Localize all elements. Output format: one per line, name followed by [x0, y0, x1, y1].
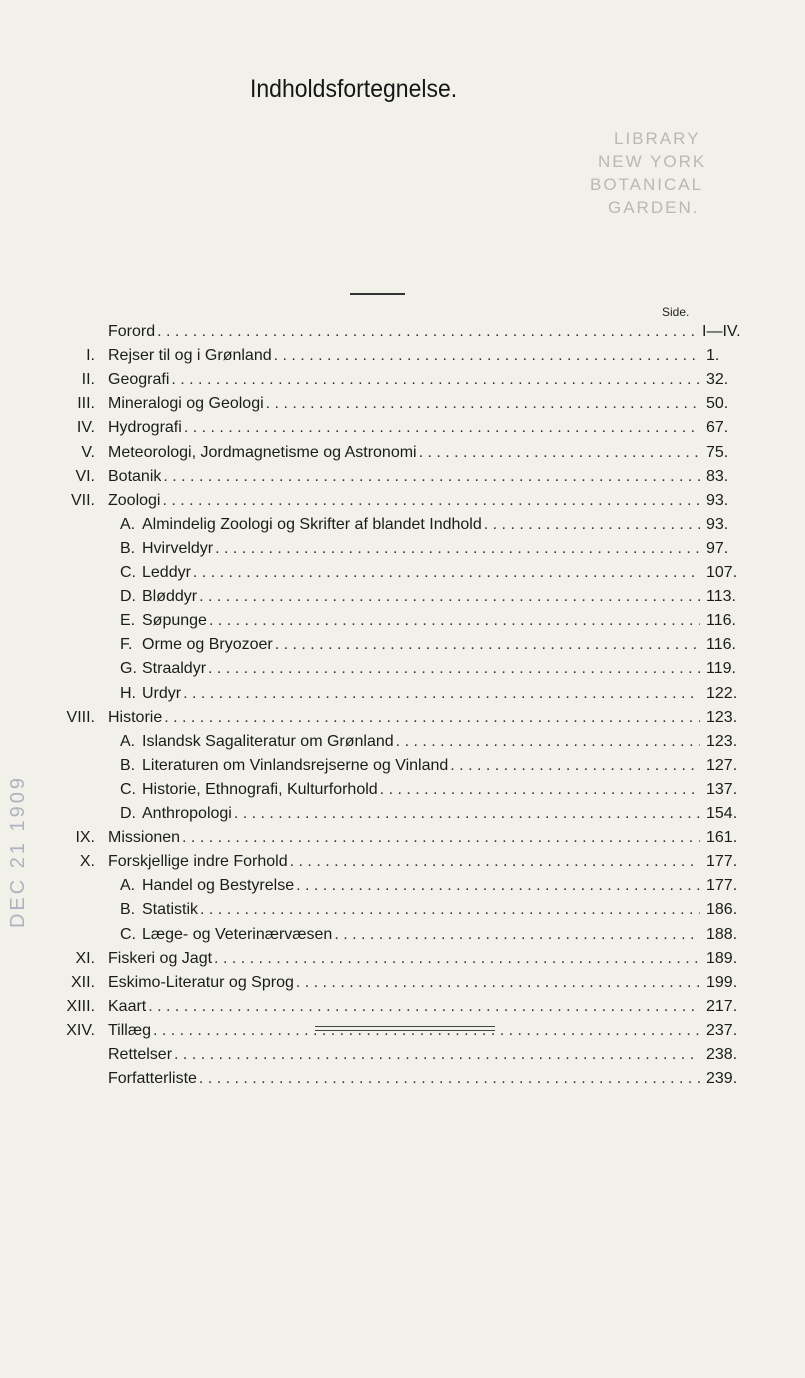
toc-page-number: 123.	[706, 732, 738, 750]
dot-leader	[419, 441, 700, 465]
toc-page-number: 189.	[706, 949, 738, 967]
toc-entry	[142, 898, 700, 922]
toc-entry-label: Forskjellige indre Forhold	[108, 853, 288, 871]
toc-entry-label: Zoologi	[108, 491, 161, 509]
toc-row	[0, 947, 805, 971]
toc-row	[0, 561, 805, 585]
toc-page-number: 137.	[706, 780, 738, 798]
toc-entry	[142, 633, 700, 657]
dot-leader	[193, 561, 700, 585]
toc-number: A.	[120, 515, 136, 533]
toc-row	[0, 730, 805, 754]
toc-number: C.	[120, 780, 136, 798]
toc-entry	[108, 706, 700, 730]
toc-number: XII.	[70, 973, 95, 991]
toc-entry-label: Leddyr	[142, 564, 191, 581]
date-stamp: DEC 21 1909	[7, 774, 30, 929]
toc-number: I.	[86, 347, 95, 365]
toc-page-number: 127.	[706, 756, 738, 774]
toc-entry-label: Eskimo-Literatur og Sprog	[108, 973, 294, 991]
toc-entry	[142, 874, 700, 898]
toc-page-number: 238.	[706, 1046, 738, 1063]
stamp-line-1: LIBRARY	[614, 129, 701, 148]
dot-leader	[396, 730, 700, 754]
toc-number: D.	[120, 588, 136, 606]
toc-entry-label: Læge- og Veterinærvæsen	[142, 925, 333, 943]
toc-number: VIII.	[66, 708, 95, 726]
toc-entry-label: Statistik	[142, 901, 199, 919]
dot-leader	[275, 633, 700, 657]
toc-number: D.	[120, 805, 136, 822]
toc-entry	[142, 561, 700, 585]
toc-entry	[108, 1067, 700, 1091]
toc-entry	[108, 368, 700, 392]
toc-page-number: 97.	[706, 539, 729, 557]
toc-entry	[108, 826, 700, 850]
side-column-header: Side.	[662, 305, 690, 319]
toc-page-number: 188.	[706, 925, 738, 943]
dot-leader	[266, 392, 700, 416]
toc-number: H.	[120, 684, 136, 702]
toc-entry	[142, 537, 700, 561]
dot-leader	[274, 344, 700, 368]
toc-number: A.	[120, 877, 136, 895]
toc-number: XI.	[75, 949, 95, 967]
toc-page-number: 83.	[706, 467, 729, 485]
toc-number: V.	[81, 443, 95, 461]
toc-page-number: 1.	[706, 347, 720, 365]
toc-row	[0, 850, 805, 874]
dot-leader	[214, 947, 700, 971]
toc-entry	[142, 802, 700, 826]
toc-row	[0, 585, 805, 609]
toc-entry-label: Literaturen om Vinlandsrejserne og Vinland	[142, 756, 449, 774]
dot-leader	[148, 995, 700, 1019]
toc-row	[0, 513, 805, 537]
toc-entry	[142, 682, 700, 706]
toc-entry-label: Forord	[108, 323, 156, 340]
toc-number: F.	[120, 636, 133, 654]
toc-entry-label: Mineralogi og Geologi	[108, 395, 264, 413]
toc-row	[0, 898, 805, 922]
dot-leader	[157, 320, 700, 344]
bottom-rule	[315, 1026, 495, 1027]
dot-leader	[174, 1043, 700, 1067]
toc-row	[0, 465, 805, 489]
toc-entry-label: Anthropologi	[142, 805, 232, 822]
toc-page-number: 199.	[706, 973, 738, 991]
toc-entry-label: Missionen	[108, 829, 181, 847]
toc-row	[0, 368, 805, 392]
toc-entry	[108, 344, 700, 368]
toc-entry-label: Rejser til og i Grønland	[108, 347, 272, 365]
toc-row	[0, 826, 805, 850]
toc-number: X.	[79, 853, 95, 871]
toc-row	[0, 633, 805, 657]
toc-row	[0, 657, 805, 681]
dot-leader	[199, 585, 700, 609]
toc-entry	[142, 754, 700, 778]
dot-leader	[199, 1067, 700, 1091]
dot-leader	[450, 754, 700, 778]
toc-entry-label: Hvirveldyr	[142, 539, 214, 557]
toc-entry	[108, 416, 700, 440]
toc-number: IV.	[76, 419, 95, 437]
toc-entry-label: Geografi	[108, 371, 170, 389]
toc-row	[0, 874, 805, 898]
toc-entry-label: Rettelser	[108, 1046, 173, 1063]
toc-page-number: 107.	[706, 564, 738, 581]
toc-row	[0, 392, 805, 416]
toc-entry-label: Botanik	[108, 467, 162, 485]
toc-entry	[108, 947, 700, 971]
toc-number: XIII.	[66, 997, 95, 1015]
toc-entry-label: Kaart	[108, 997, 147, 1015]
toc-entry-label: Hydrografi	[108, 419, 182, 437]
toc-page-number: I—IV.	[702, 323, 741, 340]
toc-entry	[142, 609, 700, 633]
toc-page-number: 237.	[706, 1021, 738, 1039]
toc-number: B.	[120, 901, 136, 919]
toc-row	[0, 706, 805, 730]
toc-row	[0, 923, 805, 947]
toc-page-number: 67.	[706, 419, 729, 437]
toc-row	[0, 320, 805, 344]
page-title: Indholdsfortegnelse.	[250, 75, 458, 103]
toc-entry	[108, 1043, 700, 1067]
toc-entry-label: Almindelig Zoologi og Skrifter af blandet Indhold	[142, 515, 482, 533]
toc-row	[0, 609, 805, 633]
toc-entry	[142, 513, 700, 537]
stamp-line-3: BOTANICAL	[590, 175, 704, 194]
toc-entry	[108, 995, 700, 1019]
toc-entry	[108, 465, 700, 489]
dot-leader	[182, 826, 700, 850]
toc-entry	[142, 585, 700, 609]
toc-entry-label: Søpunge	[142, 612, 207, 630]
toc-number: IX.	[75, 829, 95, 847]
stamp-line-4: GARDEN.	[608, 198, 700, 217]
toc-entry-label: Historie, Ethnografi, Kulturforhold	[142, 780, 378, 798]
toc-page-number: 177.	[706, 877, 738, 895]
toc-row	[0, 682, 805, 706]
toc-number: C.	[120, 925, 136, 943]
toc-entry	[142, 923, 700, 947]
dot-leader	[380, 778, 700, 802]
toc-number: VI.	[75, 467, 95, 485]
toc-row	[0, 995, 805, 1019]
toc-entry-label: Straaldyr	[142, 660, 207, 678]
bottom-rule-2	[315, 1030, 495, 1031]
dot-leader	[200, 898, 700, 922]
toc-number: C.	[120, 564, 136, 581]
toc-page-number: 116.	[706, 636, 736, 654]
toc-page-number: 239.	[706, 1070, 738, 1088]
toc-entry	[142, 778, 700, 802]
dot-leader	[334, 923, 700, 947]
toc-entry	[108, 320, 700, 344]
toc-number: E.	[120, 612, 136, 630]
toc-number: III.	[77, 395, 95, 413]
toc-page-number: 113.	[706, 588, 736, 606]
toc-row	[0, 971, 805, 995]
toc-entry-label: Handel og Bestyrelse	[142, 877, 295, 895]
dot-leader	[215, 537, 700, 561]
toc-row	[0, 1043, 805, 1067]
toc-row	[0, 778, 805, 802]
toc-row	[0, 1067, 805, 1091]
toc-number: B.	[120, 756, 136, 774]
date-stamp-margin	[4, 770, 30, 940]
dot-leader	[484, 513, 700, 537]
toc-row	[0, 344, 805, 368]
toc-number: XIV.	[66, 1021, 95, 1039]
toc-entry-label: Meteorologi, Jordmagnetisme og Astronomi	[108, 443, 417, 461]
dot-leader	[171, 368, 700, 392]
toc-page-number: 123.	[706, 708, 738, 726]
toc-page-number: 32.	[706, 371, 729, 389]
dot-leader	[163, 465, 700, 489]
toc-page-number: 161.	[706, 829, 738, 847]
toc-page-number: 217.	[706, 997, 738, 1015]
toc-number: A.	[120, 732, 136, 750]
toc-page-number: 119.	[706, 660, 736, 678]
dot-leader	[296, 971, 700, 995]
toc-entry	[108, 441, 700, 465]
toc-page-number: 116.	[706, 612, 736, 630]
toc-page-number: 186.	[706, 901, 738, 919]
toc-number: II.	[81, 371, 95, 389]
toc-entry	[142, 730, 700, 754]
toc-page-number: 122.	[706, 684, 738, 702]
toc-entry-label: Bløddyr	[142, 588, 198, 606]
toc-page-number: 75.	[706, 443, 729, 461]
toc-row	[0, 416, 805, 440]
toc-row	[0, 537, 805, 561]
dot-leader	[208, 657, 700, 681]
toc-entry	[142, 657, 700, 681]
toc-page-number: 93.	[706, 515, 729, 533]
dot-leader	[234, 802, 700, 826]
toc-page-number: 50.	[706, 395, 729, 413]
dot-leader	[184, 416, 700, 440]
toc-row	[0, 754, 805, 778]
toc-page-number: 93.	[706, 491, 729, 509]
toc-row	[0, 489, 805, 513]
toc-page-number: 154.	[706, 805, 738, 822]
toc-row	[0, 441, 805, 465]
toc-entry	[108, 850, 700, 874]
toc-entry-label: Fiskeri og Jagt	[108, 949, 213, 967]
stamp-line-2: NEW YORK	[598, 152, 707, 171]
toc-entry	[108, 971, 700, 995]
toc-number: B.	[120, 539, 136, 557]
toc-number: VII.	[70, 491, 95, 509]
dot-leader	[290, 850, 700, 874]
toc-entry	[108, 392, 700, 416]
toc-entry-label: Islandsk Sagaliteratur om Grønland	[142, 732, 394, 750]
toc-entry-label: Orme og Bryozoer	[142, 636, 273, 654]
dot-leader	[183, 682, 700, 706]
title-rule	[350, 293, 405, 295]
toc-entry-label: Tillæg	[108, 1021, 151, 1039]
toc-page-number: 177.	[706, 853, 738, 871]
toc-entry-label: Urdyr	[142, 684, 182, 702]
toc-row	[0, 802, 805, 826]
toc-entry-label: Forfatterliste	[108, 1070, 197, 1088]
dot-leader	[296, 874, 700, 898]
toc-number: G.	[120, 660, 137, 678]
toc-entry-label: Historie	[108, 708, 163, 726]
dot-leader	[164, 706, 700, 730]
dot-leader	[209, 609, 700, 633]
dot-leader	[162, 489, 700, 513]
toc-entry	[108, 489, 700, 513]
